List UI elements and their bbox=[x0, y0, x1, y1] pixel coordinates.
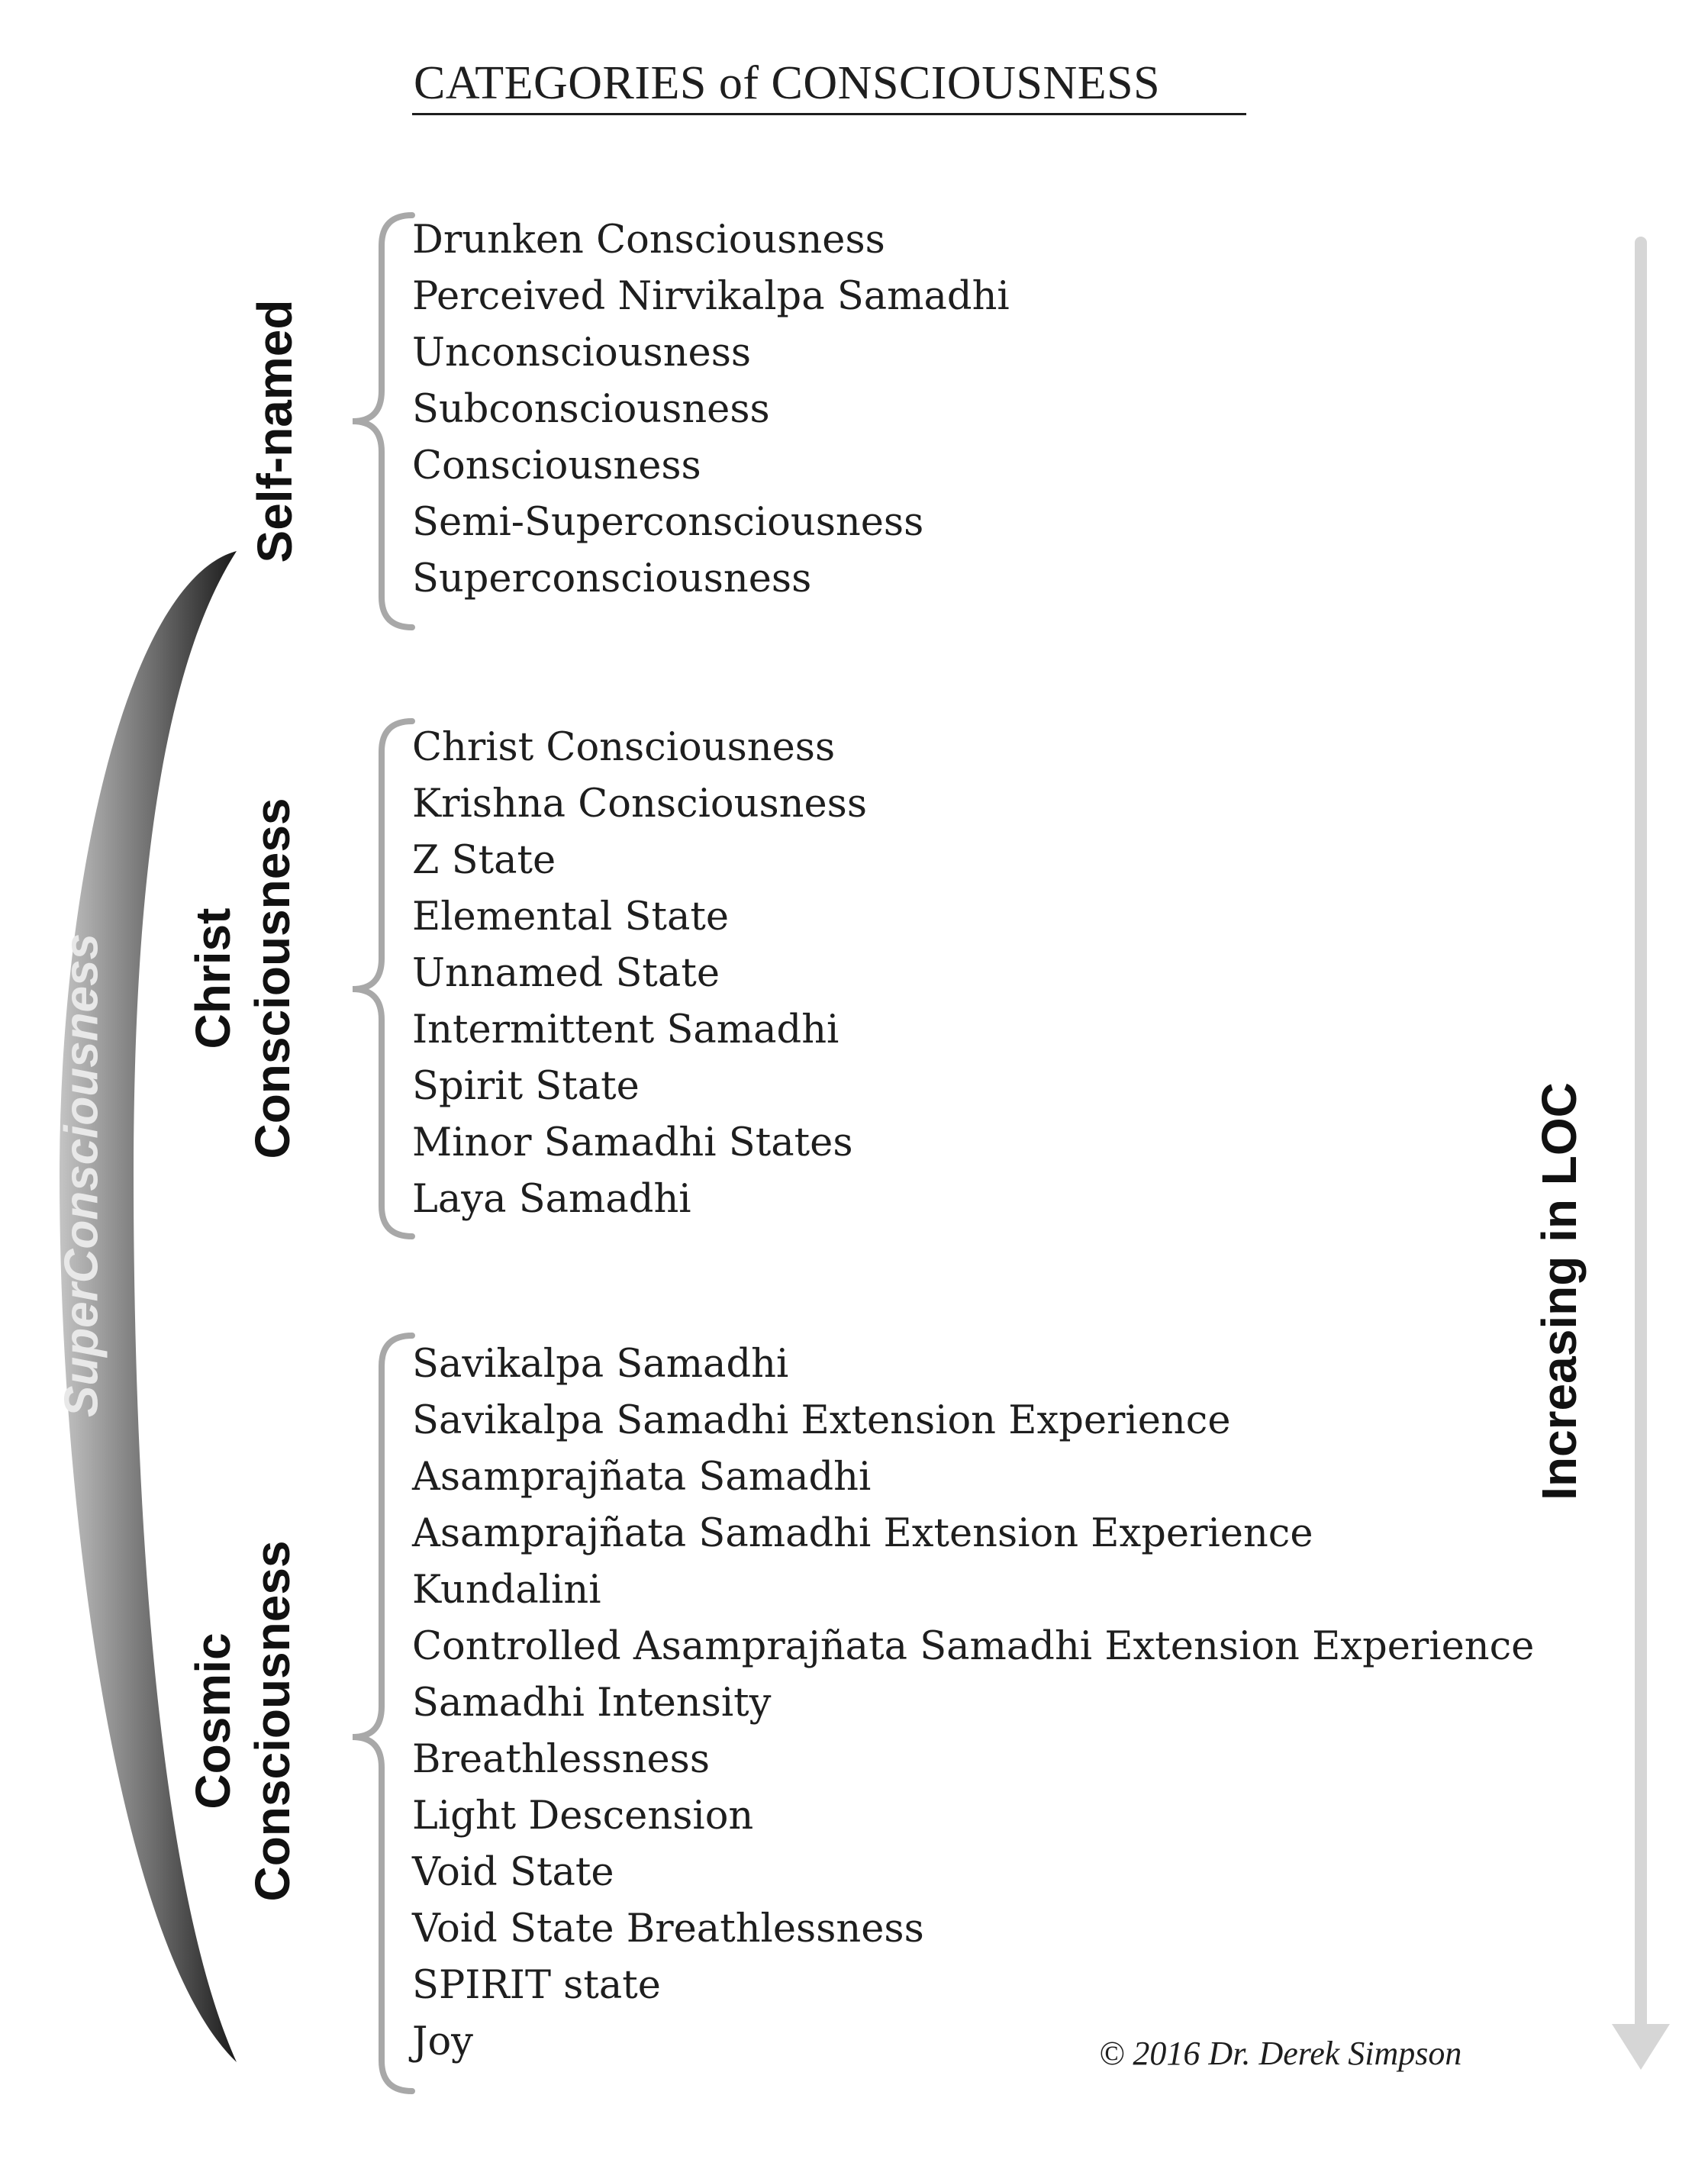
group-label-line: Self-named bbox=[247, 299, 302, 563]
list-item: Breathlessness bbox=[412, 1737, 710, 1782]
list-item: Joy bbox=[412, 2019, 473, 2064]
increasing-loc-label: Increasing in LOC bbox=[1532, 1082, 1587, 1500]
group-label-line: Christ bbox=[185, 907, 240, 1049]
diagram-title: CATEGORIES of CONSCIOUSNESS bbox=[414, 57, 1161, 109]
list-item: Void State Breathlessness bbox=[412, 1906, 924, 1951]
copyright-text: © 2016 Dr. Derek Simpson bbox=[1099, 2035, 1462, 2072]
list-item: Minor Samadhi States bbox=[412, 1120, 853, 1165]
list-item: Savikalpa Samadhi bbox=[412, 1342, 789, 1387]
brace-christ-consciousness bbox=[353, 721, 412, 1236]
list-item: Unnamed State bbox=[412, 951, 720, 996]
list-item: Intermittent Samadhi bbox=[412, 1007, 839, 1052]
list-item: Void State bbox=[412, 1850, 614, 1895]
group-label-cosmic-consciousness bbox=[183, 1540, 302, 1901]
list-item: Savikalpa Samadhi Extension Experience bbox=[412, 1398, 1231, 1443]
list-item: Elemental State bbox=[412, 894, 730, 939]
list-item: SPIRIT state bbox=[412, 1963, 661, 2008]
list-item: Unconsciousness bbox=[412, 330, 752, 375]
list-item: Laya Samadhi bbox=[412, 1177, 691, 1222]
list-item: Perceived Nirvikalpa Samadhi bbox=[412, 274, 1010, 319]
increasing-loc-arrow bbox=[1612, 237, 1670, 2070]
list-item: Z State bbox=[412, 838, 556, 883]
list-item: Subconsciousness bbox=[412, 387, 770, 432]
group-label-line: Consciousness bbox=[245, 798, 300, 1159]
brace-cosmic-consciousness bbox=[353, 1336, 412, 2091]
list-item: Drunken Consciousness bbox=[412, 218, 885, 263]
list-item: Samadhi Intensity bbox=[412, 1681, 772, 1726]
list-item: Controlled Asamprajñata Samadhi Extension Experience bbox=[412, 1624, 1535, 1669]
list-item: Consciousness bbox=[412, 443, 701, 488]
list-item: Superconsciousness bbox=[412, 556, 812, 601]
list-item: Christ Consciousness bbox=[412, 725, 836, 770]
list-item: Spirit State bbox=[412, 1064, 640, 1109]
group-label-line: Consciousness bbox=[245, 1540, 300, 1902]
group-label-christ-consciousness bbox=[183, 798, 302, 1159]
group-label-self-named bbox=[245, 300, 305, 563]
group-label-line: Cosmic bbox=[185, 1632, 240, 1810]
list-item: Krishna Consciousness bbox=[412, 782, 867, 827]
list-item: Light Descension bbox=[412, 1794, 754, 1839]
list-item: Asamprajñata Samadhi Extension Experience bbox=[412, 1511, 1313, 1556]
list-item: Kundalini bbox=[412, 1568, 601, 1613]
list-item: Asamprajñata Samadhi bbox=[412, 1455, 872, 1500]
brace-self-named bbox=[353, 215, 412, 627]
superconsciousness-label: SuperConsciousness bbox=[55, 933, 108, 1417]
list-item: Semi-Superconsciousness bbox=[412, 500, 924, 545]
